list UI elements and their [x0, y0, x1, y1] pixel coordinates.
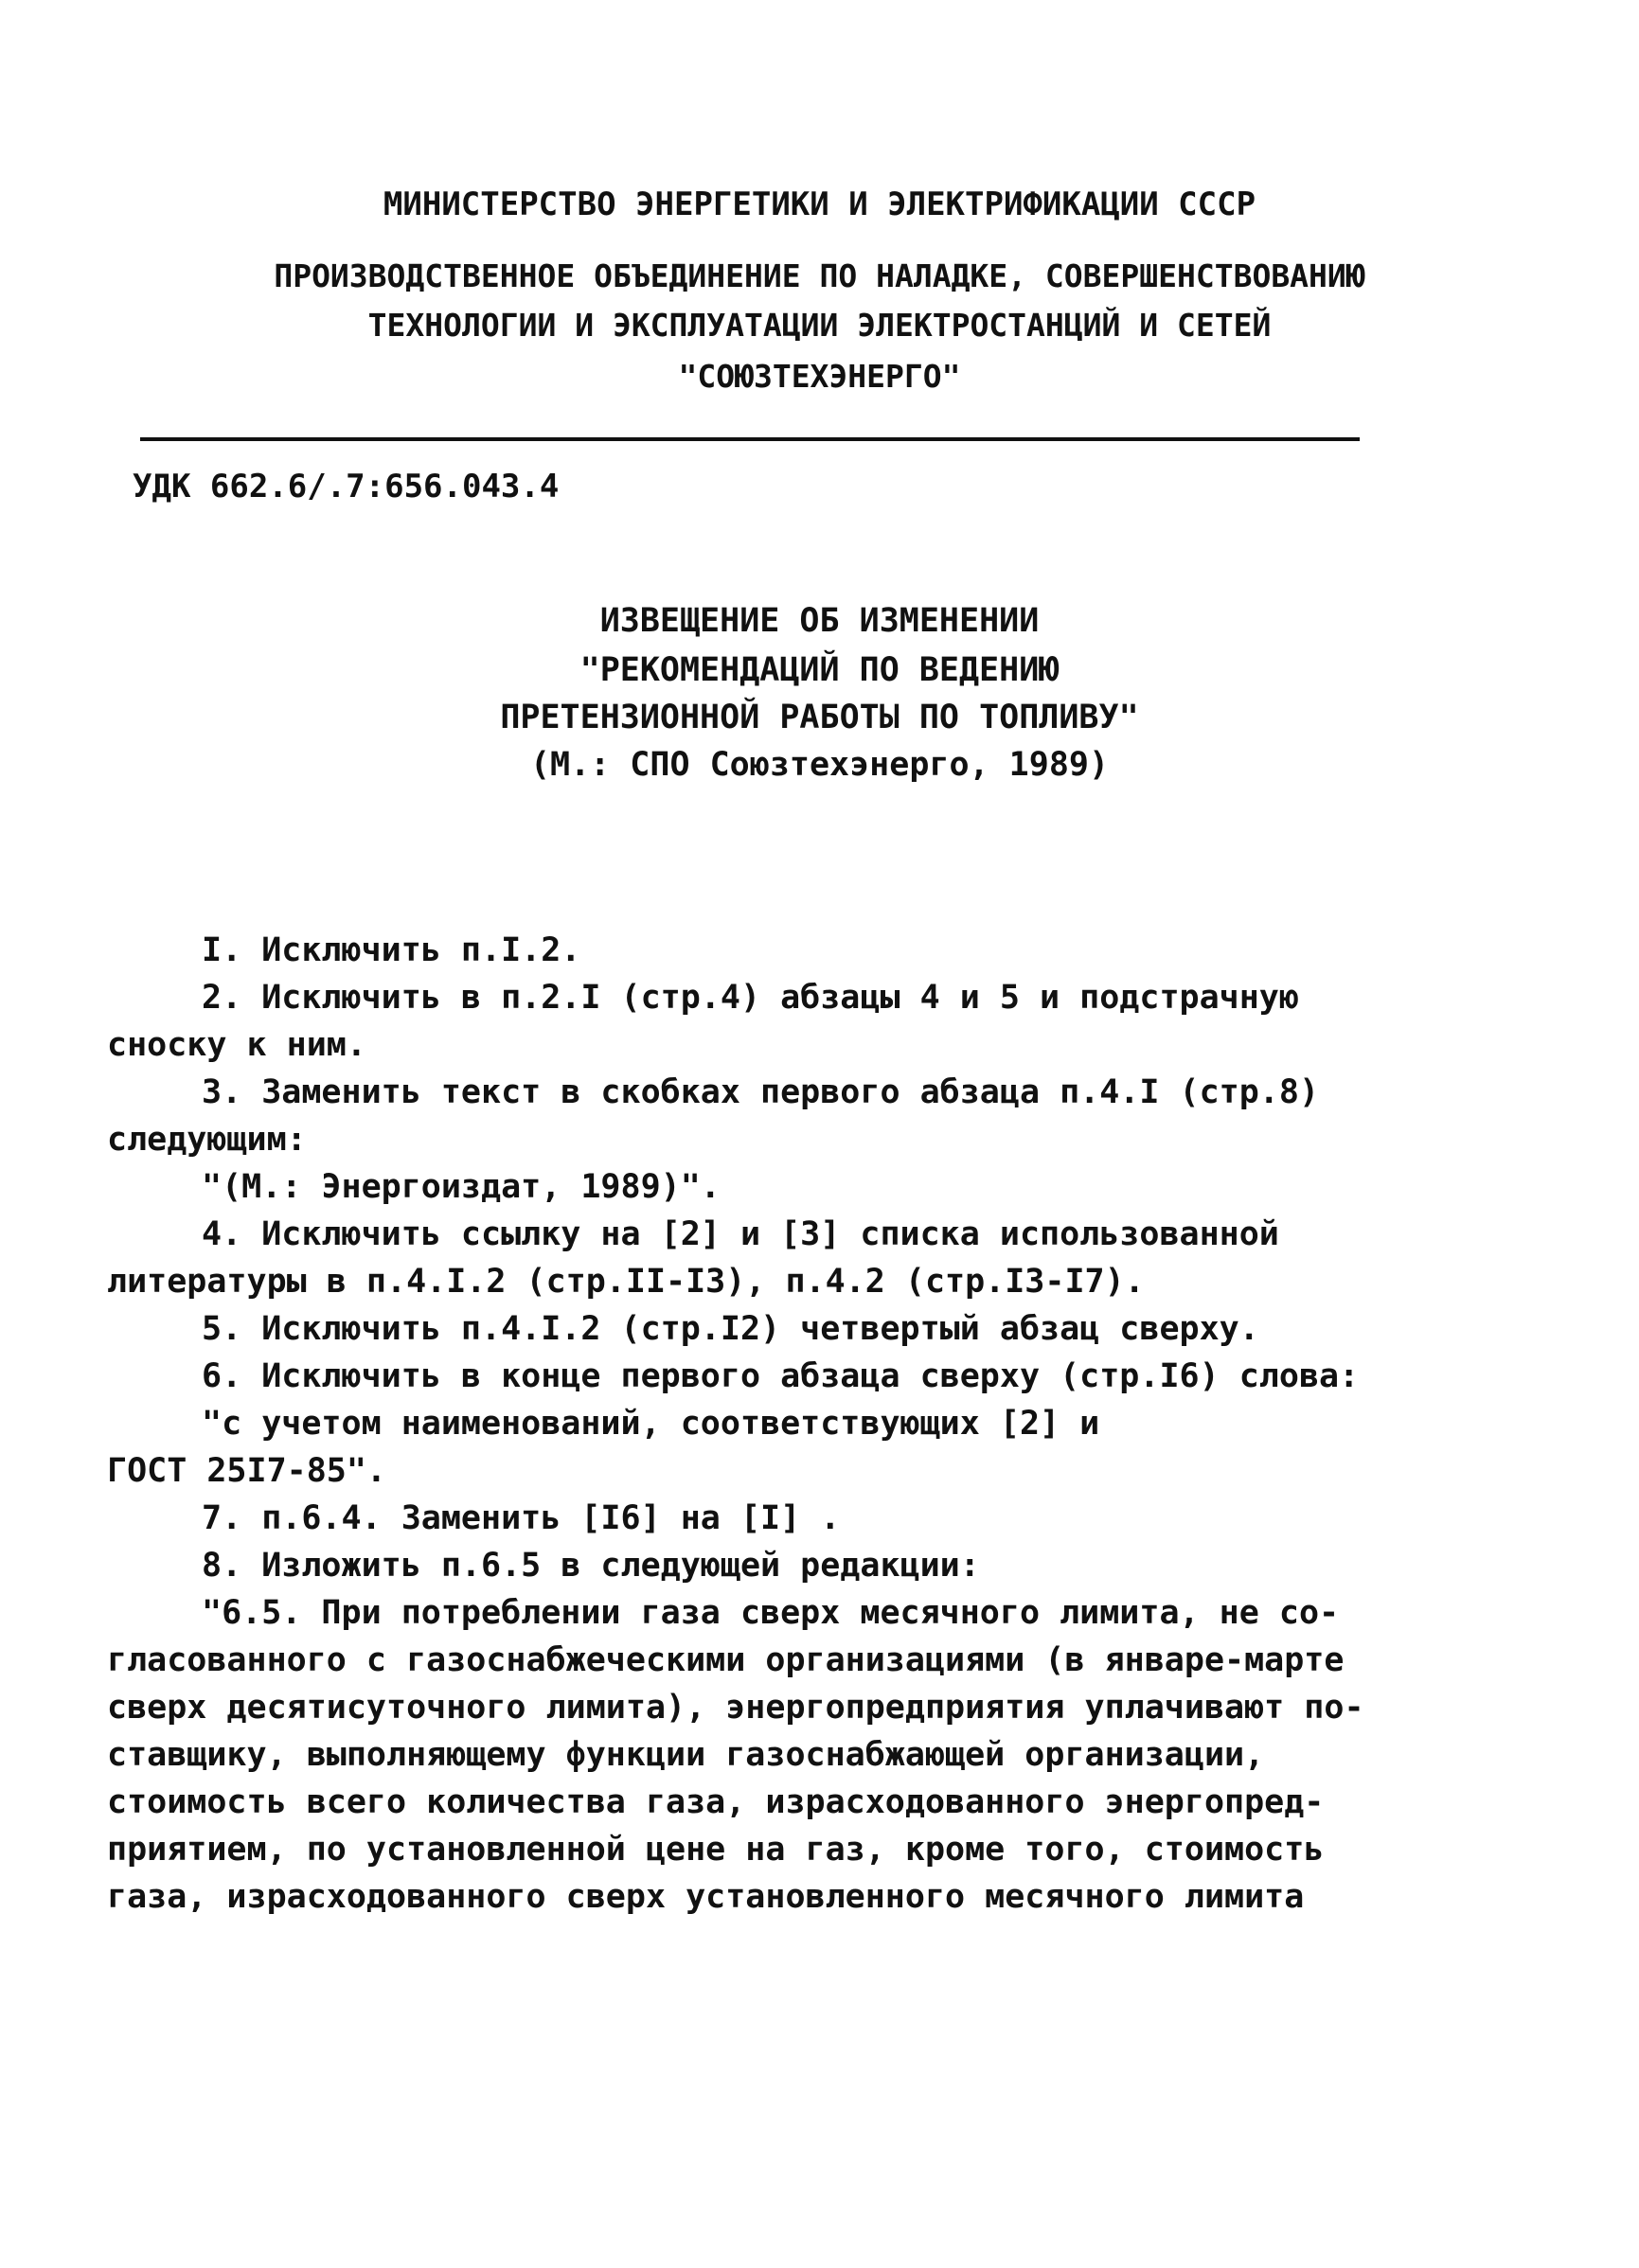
notice-title-line-4: (М.: СПО Союзтехэнерго, 1989)	[529, 746, 1110, 784]
item-3-continued: следующим:	[107, 1121, 307, 1159]
item-4-continued: литературы в п.4.I.2 (стр.II-I3), п.4.2 (стр.I3-I7).	[107, 1263, 1145, 1301]
item-3-quote: "(М.: Энергоиздат, 1989)".	[202, 1168, 721, 1206]
item-6: 6. Исключить в конце первого абзаца сверху (стр.I6) слова:	[202, 1357, 1360, 1395]
ministry-heading: МИНИСТЕРСТВО ЭНЕРГЕТИКИ И ЭЛЕКТРИФИКАЦИИ СССР	[383, 186, 1256, 223]
notice-title-line-3: ПРЕТЕНЗИОННОЙ РАБОТЫ ПО ТОПЛИВУ"	[500, 699, 1139, 736]
notice-title-line-1: ИЗВЕЩЕНИЕ ОБ ИЗМЕНЕНИИ	[599, 602, 1040, 640]
organization-line-2: ТЕХНОЛОГИИ И ЭКСПЛУАТАЦИИ ЭЛЕКТРОСТАНЦИЙ И СЕТЕЙ	[367, 307, 1272, 344]
udk-code: УДК 662.6/.7:656.043.4	[133, 468, 560, 505]
item-8-text-line-1: "6.5. При потреблении газа сверх месячного лимита, не со-	[202, 1594, 1340, 1632]
item-8-text-line-2: гласованного с газоснабжеческими организациями (в январе-марте	[107, 1641, 1345, 1679]
organization-line-3: "СОЮЗТЕХЭНЕРГО"	[678, 358, 961, 395]
item-8-text-line-4: ставщику, выполняющему функции газоснабжающей организации,	[107, 1736, 1265, 1774]
item-6-continued: ГОСТ 25I7-85".	[107, 1452, 387, 1490]
item-8-text-line-5: стоимость всего количества газа, израсходованного энергопред-	[107, 1783, 1325, 1821]
header-divider	[140, 437, 1360, 441]
notice-title-line-2: "РЕКОМЕНДАЦИЙ ПО ВЕДЕНИЮ	[579, 651, 1060, 689]
item-8: 8. Изложить п.6.5 в следующей редакции:	[202, 1547, 980, 1585]
item-7: 7. п.6.4. Заменить [I6] на [I] .	[202, 1499, 841, 1537]
item-2: 2. Исключить в п.2.I (стр.4) абзацы 4 и 5 и подстрачную	[202, 979, 1299, 1017]
item-4: 4. Исключить ссылку на [2] и [3] списка использованной	[202, 1215, 1279, 1253]
item-6-quote: "с учетом наименований, соответствующих [2] и	[202, 1405, 1100, 1443]
item-8-text-line-6: приятием, по установленной цене на газ, кроме того, стоимость	[107, 1831, 1325, 1869]
item-5: 5. Исключить п.4.I.2 (стр.I2) четвертый абзац сверху.	[202, 1310, 1259, 1348]
organization-line-1: ПРОИЗВОДСТВЕННОЕ ОБЪЕДИНЕНИЕ ПО НАЛАДКЕ, СОВЕРШЕНСТВОВАНИЮ	[274, 257, 1365, 294]
item-8-text-line-7: газа, израсходованного сверх установленного месячного лимита	[107, 1878, 1305, 1916]
item-1: I. Исключить п.I.2.	[202, 931, 581, 969]
item-3: 3. Заменить текст в скобках первого абзаца п.4.I (стр.8)	[202, 1073, 1320, 1111]
item-2-continued: сноску к ним.	[107, 1026, 366, 1064]
item-8-text-line-3: сверх десятисуточного лимита), энергопредприятия уплачивают по-	[107, 1689, 1364, 1727]
